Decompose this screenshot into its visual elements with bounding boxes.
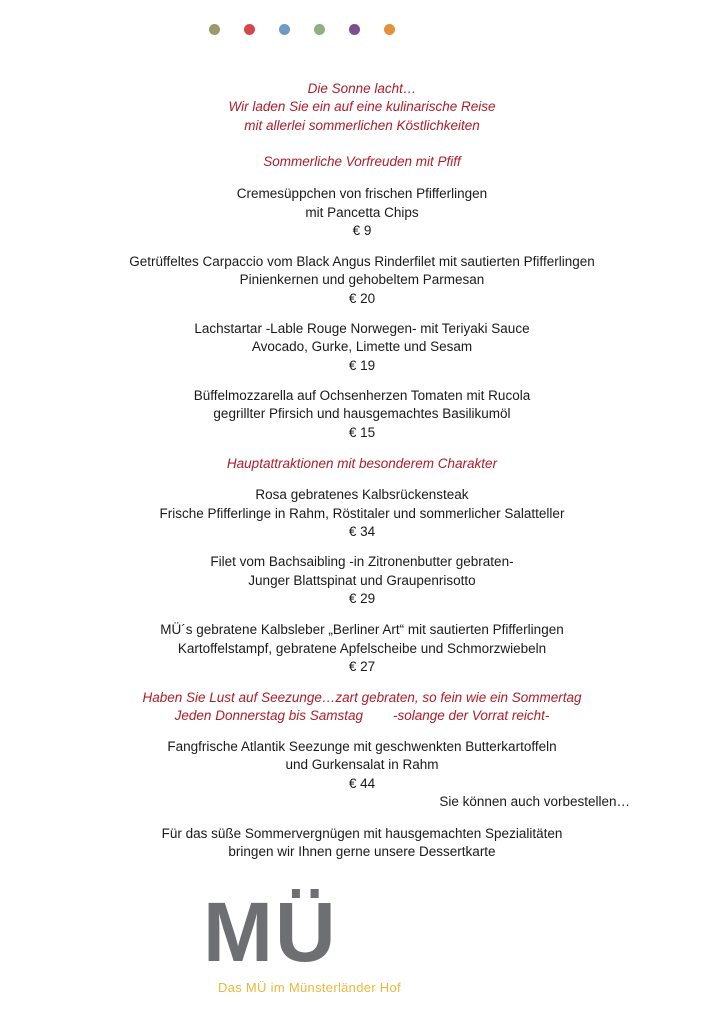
dish-3-price: € 19 — [348, 358, 376, 373]
intro-line-2: Wir laden Sie ein auf eine kulinarische Reise — [228, 99, 496, 114]
dish-6-line-1: Filet vom Bachsaibling -in Zitronenbutter gebraten- — [210, 554, 514, 569]
brand-logo: MÜ — [203, 885, 338, 979]
dish-4-line-2: gegrillter Pfirsich und hausgemachtes Basilikumöl — [213, 406, 511, 421]
dish-7-price: € 27 — [348, 659, 376, 674]
intro-line-1: Die Sonne lacht… — [307, 81, 417, 96]
dish-5-price: € 34 — [348, 524, 376, 539]
dish-7-line-2: Kartoffelstampf, gebratene Apfelscheibe und Schmorzwiebeln — [177, 641, 547, 656]
dish-5-line-1: Rosa gebratenes Kalbsrückensteak — [255, 487, 469, 502]
dot-5 — [349, 24, 360, 35]
dish-8-price: € 44 — [348, 776, 376, 791]
dish-6-price: € 29 — [348, 591, 376, 606]
dish-3-line-2: Avocado, Gurke, Limette und Sesam — [251, 339, 473, 354]
dish-5-line-2: Frische Pfifferlinge in Rahm, Röstitaler und sommerlicher Salatteller — [159, 506, 565, 521]
intro-line-3: mit allerlei sommerlichen Köstlichkeiten — [244, 118, 480, 133]
dish-2-line-2: Pinienkernen und gehobeltem Parmesan — [239, 272, 485, 287]
preorder-note: Sie können auch vorbestellen… — [439, 794, 630, 809]
dish-3-line-1: Lachstartar -Lable Rouge Norwegen- mit Teriyaki Sauce — [194, 321, 530, 336]
section-title-starters: Sommerliche Vorfreuden mit Pfiff — [263, 154, 461, 169]
dish-6-line-2: Junger Blattspinat und Graupenrisotto — [248, 573, 476, 588]
dessert-line-2: bringen wir Ihnen gerne unsere Dessertkarte — [228, 844, 496, 859]
dish-1-line-1: Cremesüppchen von frischen Pfifferlingen — [236, 186, 488, 201]
dessert-line-1: Für das süße Sommervergnügen mit hausgemachten Spezialitäten — [161, 826, 563, 841]
dot-2 — [244, 24, 255, 35]
dish-4-line-1: Büffelmozzarella auf Ochsenherzen Tomaten mit Rucola — [193, 388, 531, 403]
dish-7-line-1: MÜ´s gebratene Kalbsleber „Berliner Art“ mit sautierten Pfifferlingen — [160, 622, 564, 637]
dish-1-line-2: mit Pancetta Chips — [305, 205, 419, 220]
dot-6 — [384, 24, 395, 35]
decorative-dots — [209, 24, 419, 35]
dish-2-price: € 20 — [348, 291, 376, 306]
dot-3 — [279, 24, 290, 35]
section-subtitle-sole: Jeden Donnerstag bis Samstag -solange der Vorrat reicht- — [174, 708, 550, 723]
dish-1-price: € 9 — [352, 223, 372, 238]
section-title-mains: Hauptattraktionen mit besonderem Charakter — [226, 456, 498, 471]
dot-1 — [209, 24, 220, 35]
dish-2-line-1: Getrüffeltes Carpaccio vom Black Angus Rinderfilet mit sautierten Pfifferlingen — [129, 254, 595, 269]
dish-4-price: € 15 — [348, 425, 376, 440]
brand-tagline: Das MÜ im Münsterländer Hof — [218, 980, 401, 995]
dish-8-line-1: Fangfrische Atlantik Seezunge mit geschwenkten Butterkartoffeln — [167, 739, 557, 754]
dish-8-line-2: und Gurkensalat in Rahm — [285, 757, 439, 772]
section-title-sole: Haben Sie Lust auf Seezunge…zart gebraten, so fein wie ein Sommertag — [142, 690, 582, 705]
dot-4 — [314, 24, 325, 35]
